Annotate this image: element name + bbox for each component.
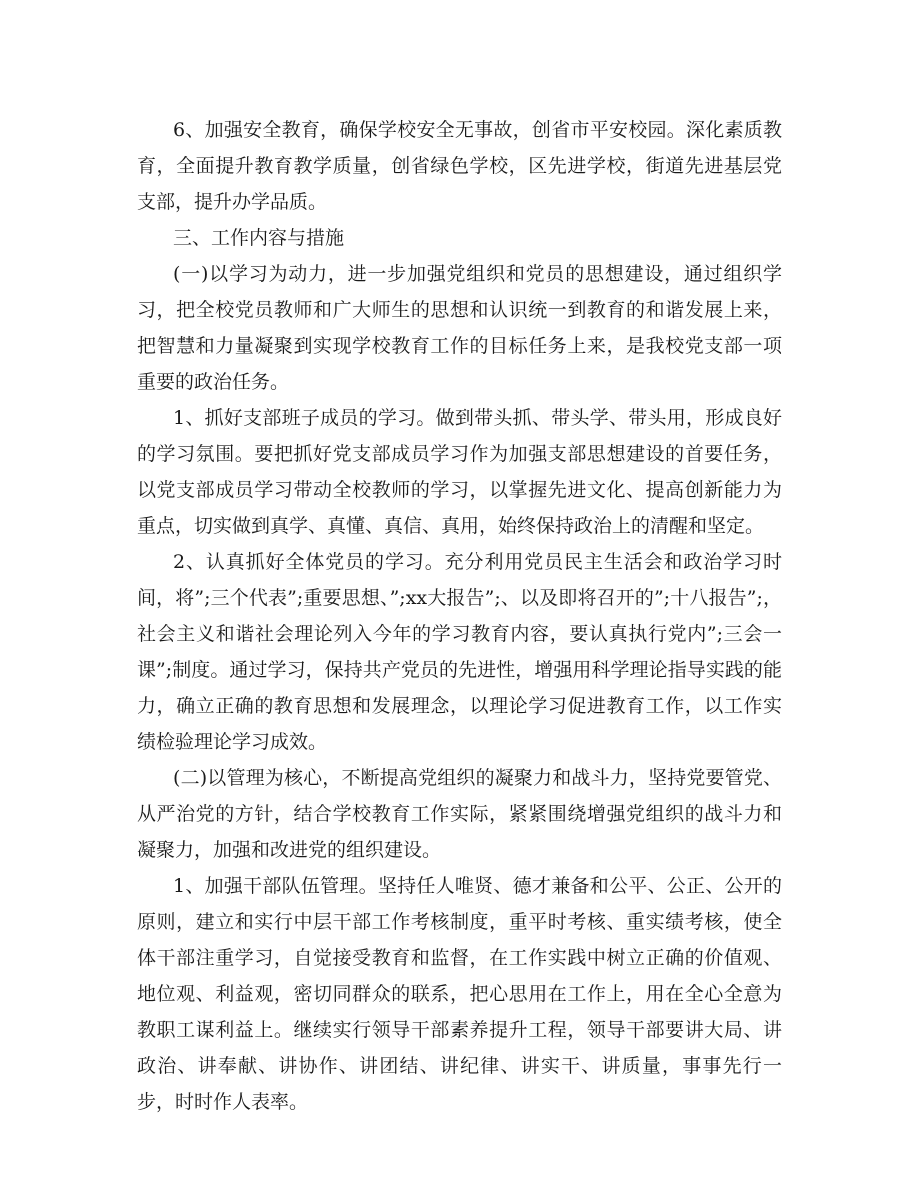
paragraph-part-2: (二)以管理为核心，不断提高党组织的凝聚力和战斗力，坚持党要管党、从严治党的方针，结合学校教育工作实际，紧紧围绕增强党组织的战斗力和凝聚力，加强和改进党的组织建设。: [137, 767, 782, 861]
paragraph-goal-6: 6、加强安全教育，确保学校安全无事故，创省市平安校园。深化素质教育，全面提升教育教学质量，创省绿色学校，区先进学校，街道先进基层党支部，提升办学品质。: [137, 119, 782, 213]
paragraph-item-1-study: 1、抓好支部班子成员的学习。做到带头抓、带头学、带头用，形成良好的学习氛围。要把抓好党支部成员学习作为加强支部思想建设的首要任务，以党支部成员学习带动全校教师的学习，以掌握先进文化、提高创新能力为重点，切实做到真学、真懂、真信、真用，始终保持政治上的清醒和坚定。: [137, 407, 782, 537]
paragraph-item-2-study: 2、认真抓好全体党员的学习。充分利用党员民主生活会和政治学习时间，将”;三个代表”;重要思想、”;xx大报告”;、以及即将召开的”;十八报告”;，社会主义和谐社会理论列入今年的学习教育内容，要认真执行党内”;三会一课”;制度。通过学习，保持共产党员的先进性，增强用科学理论指导实践的能力，确立正确的教育思想和发展理念，以理论学习促进教育工作，以工作实绩检验理论学习成效。: [137, 551, 782, 753]
paragraph-part-1: (一)以学习为动力，进一步加强党组织和党员的思想建设，通过组织学习，把全校党员教师和广大师生的思想和认识统一到教育的和谐发展上来，把智慧和力量凝聚到实现学校教育工作的目标任务上来，是我校党支部一项重要的政治任务。: [137, 263, 782, 393]
paragraph-item-1-cadre: 1、加强干部队伍管理。坚持任人唯贤、德才兼备和公平、公正、公开的原则，建立和实行中层干部工作考核制度，重平时考核、重实绩考核，使全体干部注重学习，自觉接受教育和监督，在工作实践中树立正确的价值观、地位观、利益观，密切同群众的联系，把心思用在工作上，用在全心全意为教职工谋利益上。继续实行领导干部素养提升工程，领导干部要讲大局、讲政治、讲奉献、讲协作、讲团结、讲纪律、讲实干、讲质量，事事先行一步，时时作人表率。: [137, 875, 782, 1113]
document-body: [137, 112, 782, 1120]
section-heading-measures: 三、工作内容与措施: [173, 227, 345, 249]
